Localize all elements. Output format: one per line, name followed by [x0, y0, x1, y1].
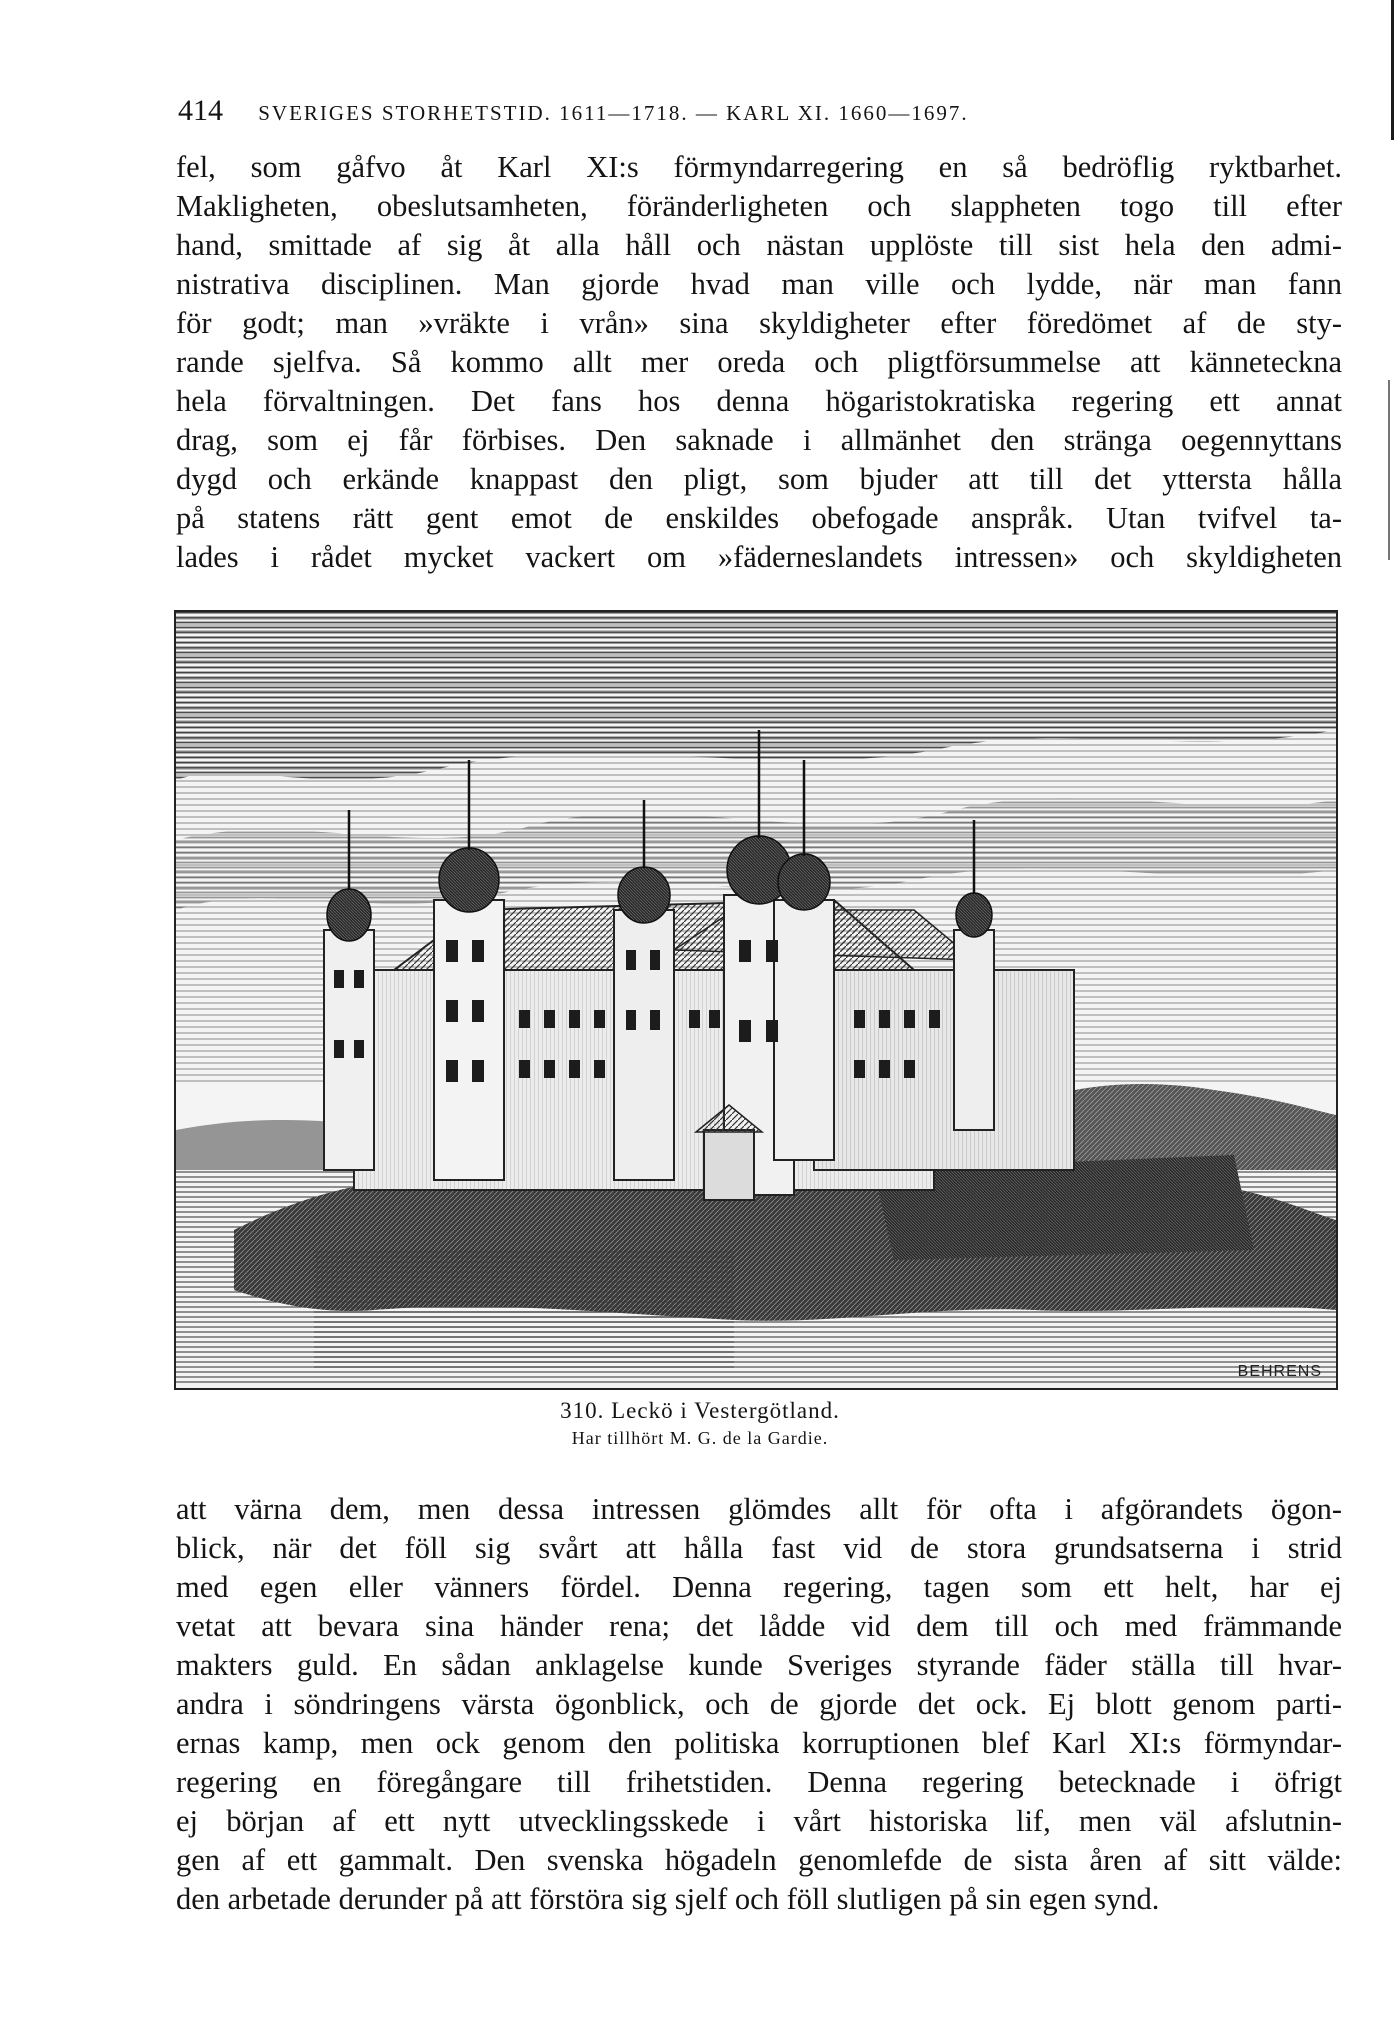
body-text-top — [176, 148, 1342, 577]
running-header — [178, 94, 1238, 134]
page-number: 414 — [178, 94, 223, 127]
text-line: att värna dem, men dessa intressen glömdes allt för ofta i afgörandets ögon- — [176, 1492, 1342, 1526]
text-line: ej början af ett nytt utvecklingsskede i vårt historiska lif, men väl afslutnin- — [176, 1804, 1342, 1838]
scan-edge-mark — [1388, 380, 1390, 560]
text-line: Makligheten, obeslutsamheten, föränderligheten och slappheten togo till efter — [176, 189, 1342, 223]
artist-signature: BEHRENS — [1237, 1363, 1322, 1380]
text-line: vetat att bevara sina händer rena; det lådde vid dem till och med främmande — [176, 1609, 1342, 1643]
text-line: gen af ett gammalt. Den svenska högadeln genomlefde de sista åren af sitt välde: — [176, 1843, 1342, 1877]
text-line: den arbetade derunder på att förstöra sig sjelf och föll slutligen på sin egen synd. — [176, 1882, 1160, 1916]
text-line: på statens rätt gent emot de enskildes obefogade anspråk. Utan tvifvel ta- — [176, 501, 1342, 535]
text-line: rande sjelfva. Så kommo allt mer oreda och pligtförsummelse att känneteckna — [176, 345, 1342, 379]
text-line: hela förvaltningen. Det fans hos denna högaristokratiska regering ett annat — [176, 384, 1342, 418]
engraving-leckö-castle — [174, 610, 1338, 1390]
text-line: dygd och erkände knappast den pligt, som bjuder att till det yttersta hålla — [176, 462, 1342, 496]
text-line: fel, som gåfvo åt Karl XI:s förmyndarregering en så bedröflig ryktbarhet. — [176, 150, 1342, 184]
text-line: andra i söndringens värsta ögonblick, och de gjorde det ock. Ej blott genom parti- — [176, 1687, 1342, 1721]
figure-caption-subtitle: Har tillhört M. G. de la Gardie. — [571, 1428, 829, 1448]
text-line: för godt; man »vräkte i vrån» sina skyldigheter efter föredömet af de sty- — [176, 306, 1342, 340]
figure-caption-title: 310. Leckö i Vestergötland. — [560, 1398, 840, 1423]
scan-edge-mark — [1391, 0, 1394, 140]
text-line: makters guld. En sådan anklagelse kunde Sveriges styrande fäder ställa till hvar- — [176, 1648, 1342, 1682]
text-line: lades i rådet mycket vackert om »fäderneslandets intressen» och skyldigheten — [176, 540, 1342, 574]
text-line: regering en föregångare till frihetstiden. Denna regering betecknade i öfrigt — [176, 1765, 1342, 1799]
text-line: hand, smittade af sig åt alla håll och nästan upplöste till sist hela den admi- — [176, 228, 1342, 262]
body-text-bottom — [176, 1490, 1342, 1919]
text-line: med egen eller vänners fördel. Denna regering, tagen som ett helt, har ej — [176, 1570, 1342, 1604]
text-line: blick, när det föll sig svårt att hålla fast vid de stora grundsatserna i strid — [176, 1531, 1342, 1565]
text-line: drag, som ej får förbises. Den saknade i allmänhet den stränga oegennyttans — [176, 423, 1342, 457]
running-title: SVERIGES STORHETSTID. 1611—1718. — KARL XI. 1660—1697. — [258, 101, 969, 125]
text-line: ernas kamp, men ock genom den politiska korruptionen blef Karl XI:s förmyndar- — [176, 1726, 1342, 1760]
text-line: nistrativa disciplinen. Man gjorde hvad man ville och lydde, när man fann — [176, 267, 1342, 301]
